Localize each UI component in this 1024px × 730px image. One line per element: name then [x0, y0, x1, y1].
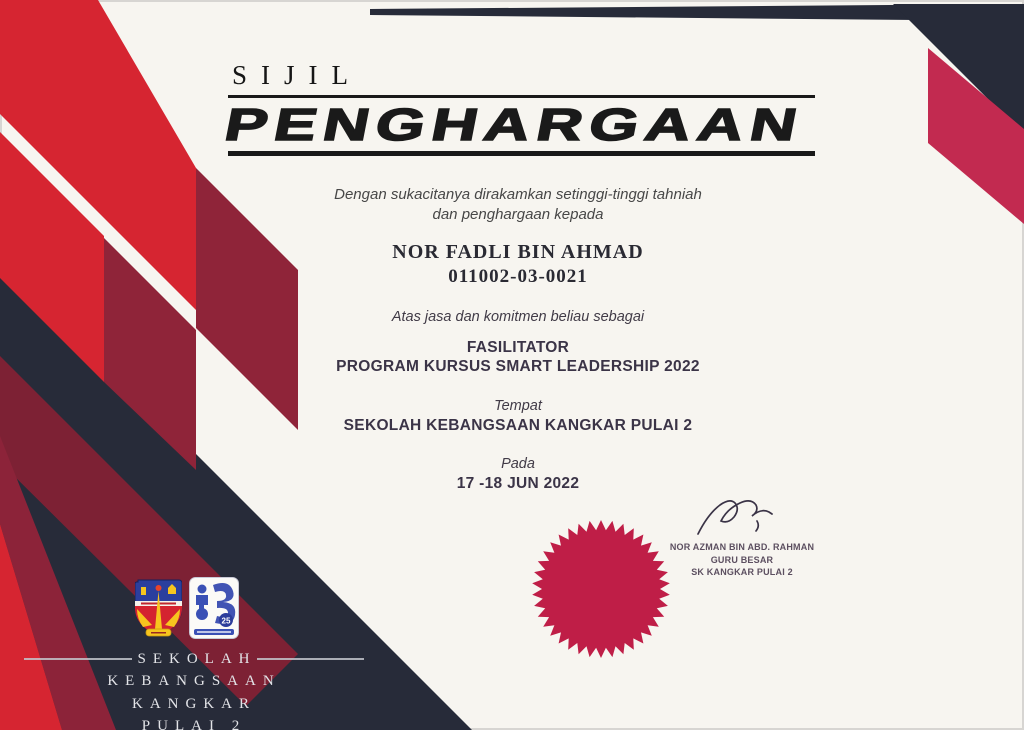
rule-left [24, 658, 132, 660]
venue-label: Tempat [494, 398, 542, 414]
crest-scroll-text [151, 632, 166, 634]
school-crest-logo [135, 579, 182, 639]
venue-name: SEKOLAH KEBANGSAAN KANGKAR PULAI 2 [343, 417, 693, 434]
recipient-ic: 011002-03-0021 [448, 266, 588, 287]
school-name-row-1 [24, 648, 364, 670]
crest-emblem-left [141, 587, 146, 595]
date-label: Pada [501, 456, 535, 472]
recipient-name: NOR FADLI BIN AHMAD [392, 241, 644, 263]
school-line-3: KANGKAR [132, 695, 256, 712]
role-intro: Atas jasa dan komitmen beliau sebagai [391, 309, 645, 325]
rule-right [257, 658, 365, 660]
signatory-name: NOR AZMAN BIN ABD. RAHMAN [669, 542, 815, 552]
signature-block [652, 541, 832, 579]
school-line-2: KEBANGSAAN [107, 673, 281, 690]
title-large: PENGHARGAAN [220, 99, 809, 150]
anniv-figure-base [196, 608, 208, 620]
anniv-figure-head [198, 585, 207, 594]
signature-stroke [698, 501, 772, 534]
role-title: FASILITATOR [466, 339, 570, 356]
anniv-25-number: 25 [221, 616, 231, 626]
school-line-1: SEKOLAH [137, 651, 257, 667]
intro-line-1: Dengan sukacitanya dirakamkan setinggi-tinggi tahniah [334, 186, 702, 203]
intro-line-2: dan penghargaan kepada [432, 206, 604, 223]
title-block [220, 60, 815, 156]
event-date: 17 -18 JUN 2022 [456, 475, 580, 492]
signatory-school: SK KANGKAR PULAI 2 [691, 567, 793, 577]
title-rule-box [220, 95, 815, 156]
title-small: SIJIL [232, 60, 362, 90]
seal-starburst [532, 520, 670, 658]
anniv-ribbon-text [197, 631, 231, 633]
school-line-4: PULAI 2 [141, 718, 247, 730]
crest-flame [156, 585, 162, 591]
school-name-block [24, 648, 364, 730]
signatory-title: GURU BESAR [710, 554, 774, 565]
program-title: PROGRAM KURSUS SMART LEADERSHIP 2022 [336, 358, 700, 375]
anniversary-25-logo [189, 577, 239, 639]
